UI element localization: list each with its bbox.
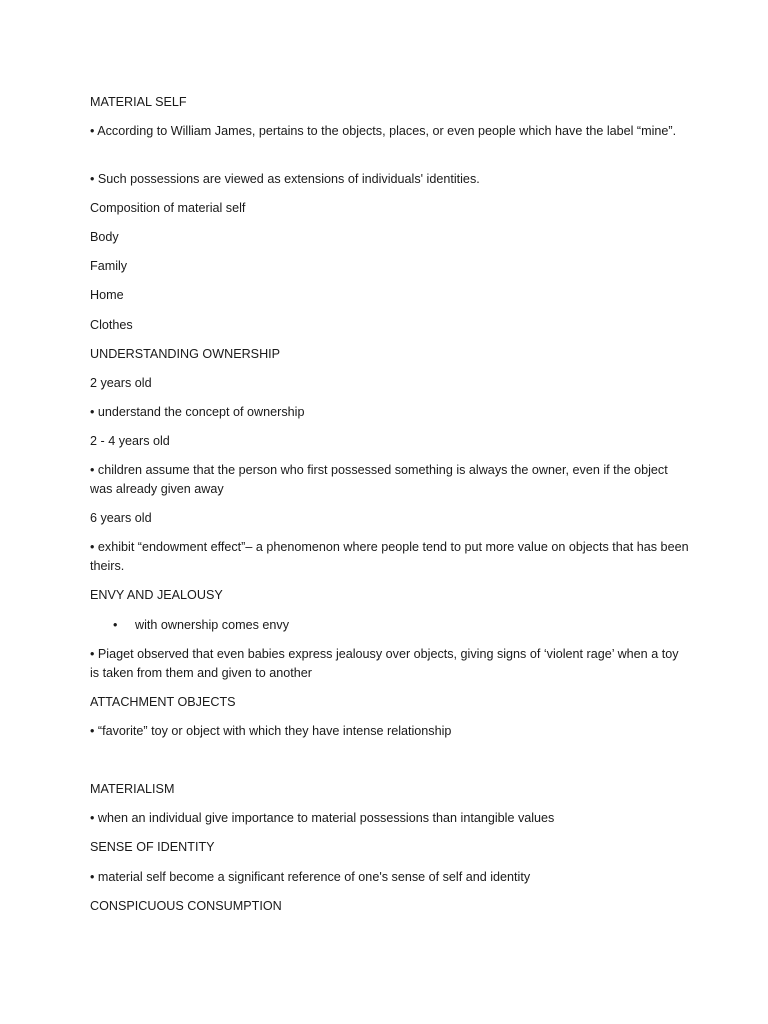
composition-item-body: Body [90, 230, 119, 244]
heading-material-self: MATERIAL SELF [90, 95, 187, 109]
composition-item-family: Family [90, 259, 128, 273]
heading-envy-jealousy: ENVY AND JEALOUSY [90, 588, 223, 602]
envy-bullet-text: with ownership comes envy [135, 618, 289, 632]
attachment-text: • “favorite” toy or object with which they have intense relationship [90, 724, 452, 738]
age-2-4-text: • children assume that the person who first possessed something is always the owner, even if the object was already given away [90, 463, 668, 496]
age-2-4-label: 2 - 4 years old [90, 434, 170, 448]
age-2-label: 2 years old [90, 376, 152, 390]
heading-attachment-objects: ATTACHMENT OBJECTS [90, 695, 236, 709]
age-2-text: • understand the concept of ownership [90, 405, 305, 419]
heading-understanding-ownership: UNDERSTANDING OWNERSHIP [90, 347, 281, 361]
age-6-label: 6 years old [90, 511, 152, 525]
composition-item-clothes: Clothes [90, 318, 133, 332]
materialism-text: • when an individual give importance to material possessions than intangible values [90, 811, 555, 825]
heading-materialism: MATERIALISM [90, 782, 175, 796]
paragraph-possessions: • Such possessions are viewed as extensions of individuals' identities. [90, 172, 480, 186]
heading-sense-of-identity: SENSE OF IDENTITY [90, 840, 215, 854]
composition-heading: Composition of material self [90, 201, 246, 215]
paragraph-william-james: • According to William James, pertains to the objects, places, or even people which have the label “mine”. [90, 124, 677, 138]
age-6-text: • exhibit “endowment effect”– a phenomenon where people tend to put more value on objects that has been theirs. [90, 540, 689, 573]
heading-conspicuous-consumption: CONSPICUOUS CONSUMPTION [90, 899, 282, 913]
paragraph-piaget: • Piaget observed that even babies express jealousy over objects, giving signs of ‘violent rage’ when a toy is taken from them and given to another [90, 647, 679, 680]
composition-item-home: Home [90, 288, 124, 302]
envy-bullet-symbol: • [113, 618, 118, 632]
identity-text: • material self become a significant reference of one's sense of self and identity [90, 870, 531, 884]
